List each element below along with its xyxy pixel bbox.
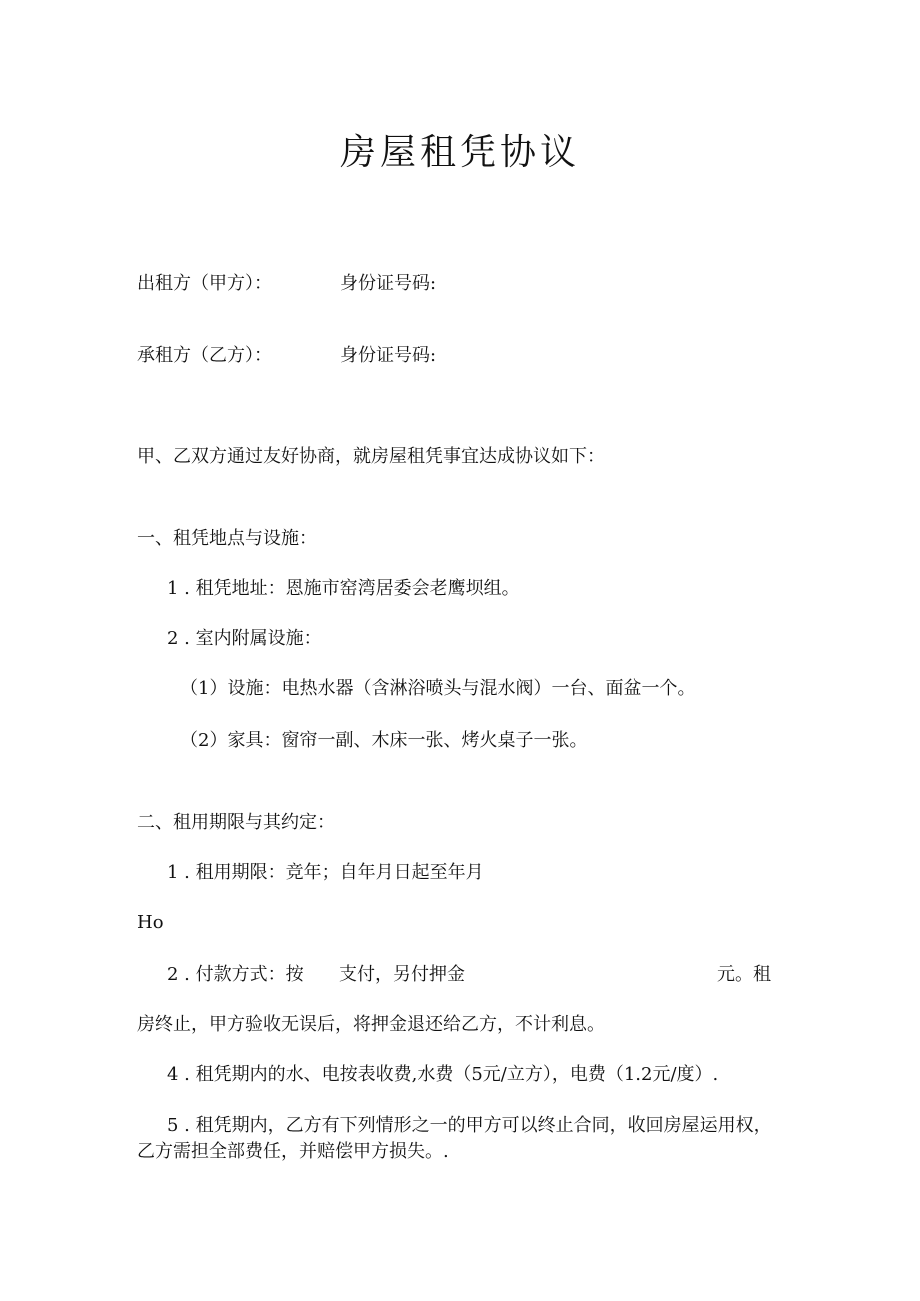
section2-heading: 二、租用期限与其约定：	[137, 812, 335, 833]
lessee-label: 承租方（乙方）：	[137, 345, 272, 366]
section1-sub2: （2）家具：窗帘一副、木床一张、烤火桌子一张。	[180, 730, 588, 751]
section2-item2-part-b: 支付，另付押金	[339, 964, 465, 985]
section2-item2-part-a: 2 . 付款方式：按	[167, 964, 304, 985]
section1-item2: 2 . 室内附属设施：	[167, 628, 322, 649]
section2-item5: 5 . 租凭期内，乙方有下列情形之一的甲方可以终止合同，收回房屋运用权，乙方需担全部费任，并赔偿甲方损失。.	[137, 1115, 772, 1162]
document-title: 房屋租凭协议	[339, 132, 580, 173]
section2-item2-part-c: 元。租	[717, 964, 771, 985]
lessee-id-label: 身份证号码:	[340, 345, 437, 366]
section1-heading: 一、租凭地点与设施：	[137, 528, 317, 549]
lessor-id-label: 身份证号码:	[340, 273, 437, 294]
section1-sub1: （1）设施：电热水器（含淋浴喷头与混水阀）一台、面盆一个。	[180, 678, 696, 699]
lessor-label: 出租方（甲方）：	[137, 273, 272, 294]
intro-paragraph: 甲、乙双方通过友好协商，就房屋租凭事宜达成协议如下：	[137, 446, 605, 467]
section1-item1: 1 . 租凭地址：恩施市窑湾居委会老鹰坝组。	[167, 578, 520, 599]
section2-item4: 4 . 租凭期内的水、电按表收费,水费（5元/立方），电费（1.2元/度）.	[167, 1064, 719, 1085]
section2-item1-continuation: Ho	[137, 912, 164, 933]
section2-item2-continuation: 房终止，甲方验收无误后，将押金退还给乙方，不计利息。	[137, 1014, 605, 1035]
section2-item1: 1 . 租用期限：竞年；自年月日起至年月	[167, 862, 484, 883]
